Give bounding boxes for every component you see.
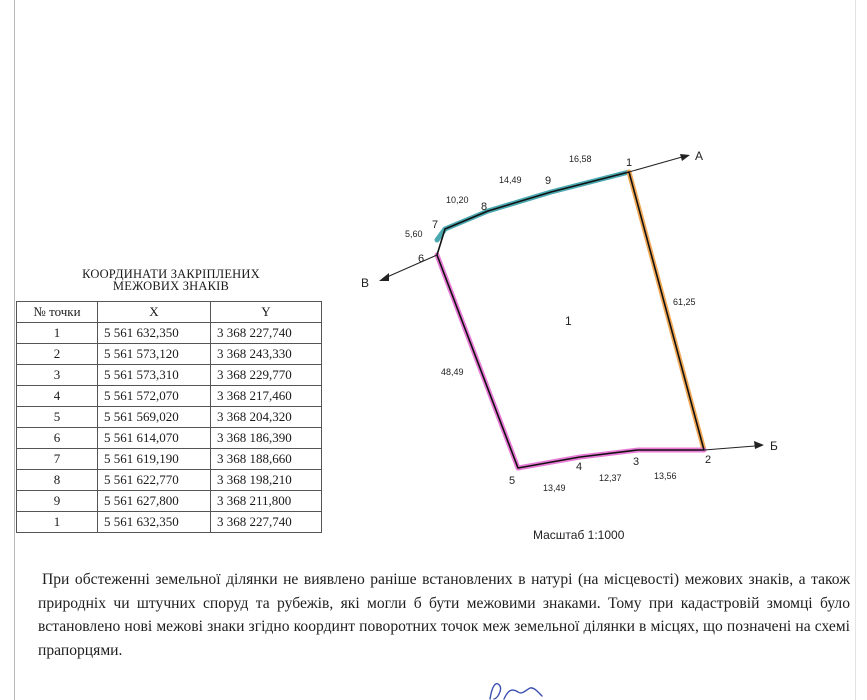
- boundary-a-highlight: [437, 172, 629, 240]
- cell-point: 5: [17, 407, 98, 428]
- point-label: 3: [633, 456, 640, 468]
- page-margin-line: [14, 0, 15, 700]
- side-length: 10,20: [446, 195, 469, 205]
- neighbor-label-b: Б: [770, 439, 778, 453]
- side-length: 12,37: [599, 473, 622, 483]
- cell-y: 3 368 188,660: [211, 449, 322, 470]
- neighbor-label-a: А: [695, 149, 704, 163]
- body-paragraph: При обстеженні земельної ділянки не виявлено раніше встановлених в натурі (на місцевості) межових знаків, а також природніх чи штучних споруд та рубежів, які могли б бути межовими знаками. Тому при кадастровій змомці було встановлено нові межові знаки згідно координт поворотних точок меж земельної ділянки в місцях, що позначені на схемі прапорцями.: [38, 571, 850, 659]
- header-y: Y: [211, 302, 322, 323]
- cell-x: 5 561 573,120: [98, 344, 211, 365]
- cell-x: 5 561 632,350: [98, 323, 211, 344]
- cell-point: 1: [17, 512, 98, 533]
- cell-point: 8: [17, 470, 98, 491]
- cell-point: 1: [17, 323, 98, 344]
- table-header-row: [17, 302, 322, 323]
- header-point-number: № точки: [17, 302, 98, 323]
- table-title-line-1: КООРДИНАТИ ЗАКРІПЛЕНИХ: [82, 267, 260, 281]
- header-x: X: [98, 302, 211, 323]
- point-label: 5: [509, 475, 516, 487]
- cell-x: 5 561 614,070: [98, 428, 211, 449]
- cell-y: 3 368 198,210: [211, 470, 322, 491]
- side-length: 14,49: [499, 175, 522, 185]
- cell-x: 5 561 573,310: [98, 365, 211, 386]
- table-title: [24, 268, 318, 292]
- neighbor-label-v: В: [361, 276, 370, 290]
- cell-y: 3 368 227,740: [211, 323, 322, 344]
- point-label: 2: [705, 454, 712, 466]
- cell-point: 7: [17, 449, 98, 470]
- cell-x: 5 561 632,350: [98, 512, 211, 533]
- table-row: [17, 449, 322, 470]
- cell-y: 3 368 227,740: [211, 512, 322, 533]
- cell-y: 3 368 204,320: [211, 407, 322, 428]
- point-label: 4: [576, 461, 583, 473]
- cell-y: 3 368 243,330: [211, 344, 322, 365]
- parcel-number: 1: [565, 314, 572, 328]
- parcel-plan: [330, 130, 800, 520]
- table-row: [17, 428, 322, 449]
- table-row: [17, 470, 322, 491]
- cell-y: 3 368 217,460: [211, 386, 322, 407]
- cell-y: 3 368 186,390: [211, 428, 322, 449]
- side-length: 16,58: [569, 154, 592, 164]
- arrow-a: [629, 154, 690, 172]
- point-label: 1: [626, 157, 633, 169]
- cell-point: 6: [17, 428, 98, 449]
- cell-x: 5 561 622,770: [98, 470, 211, 491]
- point-label: 9: [545, 175, 552, 187]
- side-length: 5,60: [405, 229, 423, 239]
- table-row: [17, 386, 322, 407]
- table-row: [17, 365, 322, 386]
- cell-point: 4: [17, 386, 98, 407]
- cell-x: 5 561 627,800: [98, 491, 211, 512]
- side-length: 61,25: [673, 297, 696, 307]
- table-row: [17, 344, 322, 365]
- table-row: [17, 323, 322, 344]
- page-edge-line: [855, 0, 856, 700]
- table-title-line-2: МЕЖОВИХ ЗНАКІВ: [112, 279, 230, 293]
- table-row: [17, 512, 322, 533]
- cell-x: 5 561 572,070: [98, 386, 211, 407]
- cell-y: 3 368 211,800: [211, 491, 322, 512]
- point-label: 8: [481, 201, 488, 213]
- cell-x: 5 561 569,020: [98, 407, 211, 428]
- side-length: 48,49: [441, 367, 464, 377]
- cell-x: 5 561 619,190: [98, 449, 211, 470]
- arrow-b: [704, 441, 764, 450]
- side-length: 13,56: [654, 471, 677, 481]
- arrow-v: [379, 255, 437, 281]
- point-label: 6: [418, 253, 425, 265]
- cell-y: 3 368 229,770: [211, 365, 322, 386]
- point-label: 7: [432, 219, 439, 231]
- cell-point: 3: [17, 365, 98, 386]
- scale-caption: Масштаб 1:1000: [533, 528, 625, 542]
- table-row: [17, 491, 322, 512]
- coordinates-table: [16, 301, 322, 533]
- table-row: [17, 407, 322, 428]
- side-length: 13,49: [543, 483, 566, 493]
- cell-point: 9: [17, 491, 98, 512]
- cell-point: 2: [17, 344, 98, 365]
- signature-mark: [478, 676, 548, 700]
